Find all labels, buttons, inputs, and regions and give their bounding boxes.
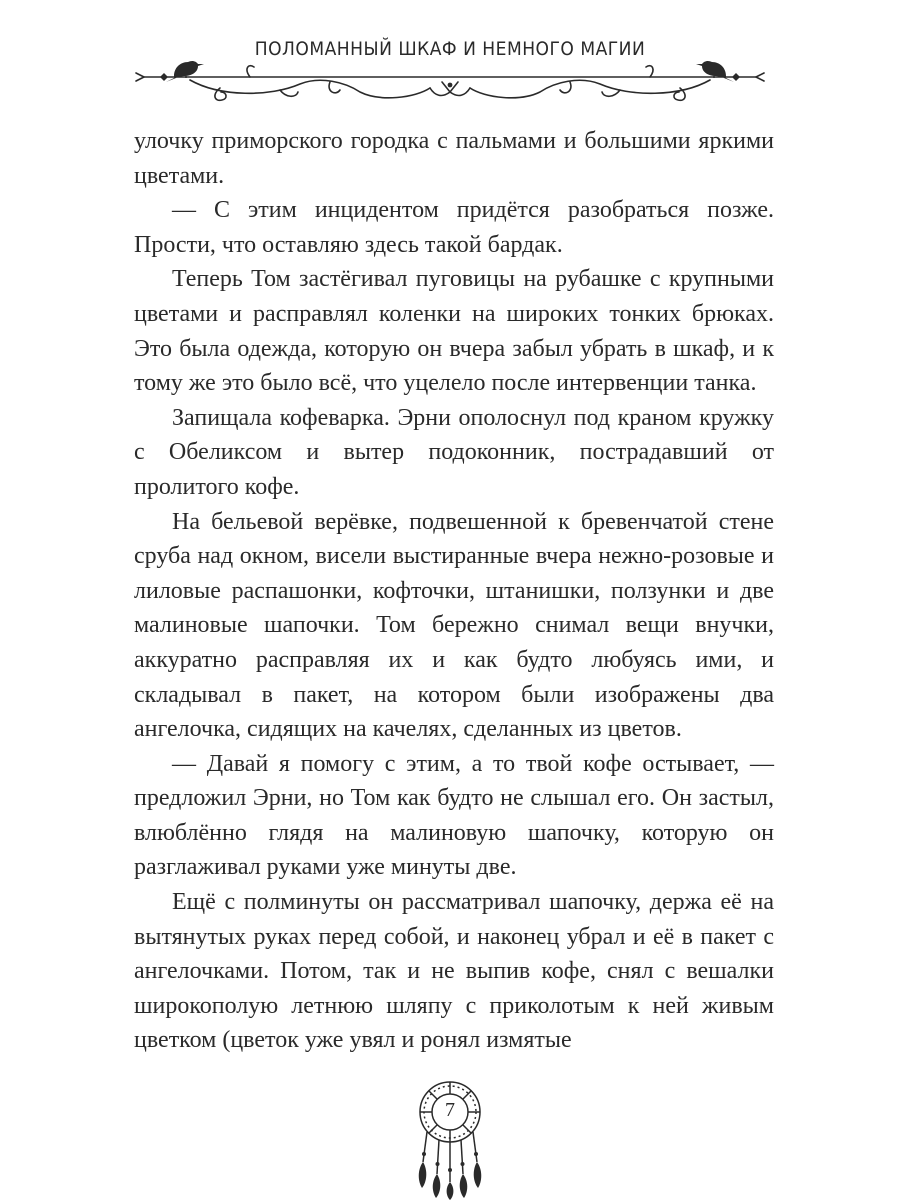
page-footer — [405, 1070, 495, 1200]
dreamcatcher-icon — [405, 1070, 495, 1200]
body-text — [134, 124, 774, 1058]
paragraph: Теперь Том застёгивал пуговицы на рубашке с крупными цветами и расправлял коленки на широких тонких брюках. Это была одежда, которую он вчера забыл убрать в шкаф, и к тому же это было всё, что уцелело после интервенции танка. — [134, 266, 774, 397]
page-number: 7 — [445, 1099, 455, 1121]
paragraph: — Давай я помогу с этим, а то твой кофе остывает, — предложил Эрни, но Том как будто не слышал его. Он застыл, влюблённо глядя на малиновую шапочку, которую он разглаживал руками уже минуты две. — [134, 750, 774, 881]
paragraph: Ещё с полминуты он рассматривал шапочку, держа её на вытянутых руках перед собой, и наконец убрал и её в пакет с ангелочками. Потом, так и не выпив кофе, снял с вешалки широкополую летнюю шляпу с приколотым к ней живым цветком (цветок уже увял и ронял измятые — [134, 889, 774, 1054]
running-title: ПОЛОМАННЫЙ ШКАФ И НЕМНОГО МАГИИ — [254, 38, 646, 60]
paragraph: улочку приморского городка с пальмами и большими яркими цветами. — [134, 128, 774, 189]
paragraph: Запищала кофеварка. Эрни ополоснул под краном кружку с Обеликсом и вытер подоконник, пострадавший от пролитого кофе. — [134, 404, 774, 500]
vine-divider-with-ravens-icon — [130, 52, 770, 106]
paragraph: — С этим инцидентом придётся разобраться позже. Прости, что оставляю здесь такой бардак. — [134, 197, 774, 258]
paragraph: На бельевой верёвке, подвешенной к бревенчатой стене сруба над окном, висели выстиранные вчера нежно-розовые и лиловые распашонки, кофточки, штанишки, ползунки и две малиновые шапочки. Том бережно снимал вещи внучки, аккуратно расправляя их и как будто любуясь ими, и складывал в пакет, на котором были изображены два ангелочка, сидящих на качелях, сделанных из цветов. — [134, 508, 774, 743]
page-header — [0, 0, 900, 110]
